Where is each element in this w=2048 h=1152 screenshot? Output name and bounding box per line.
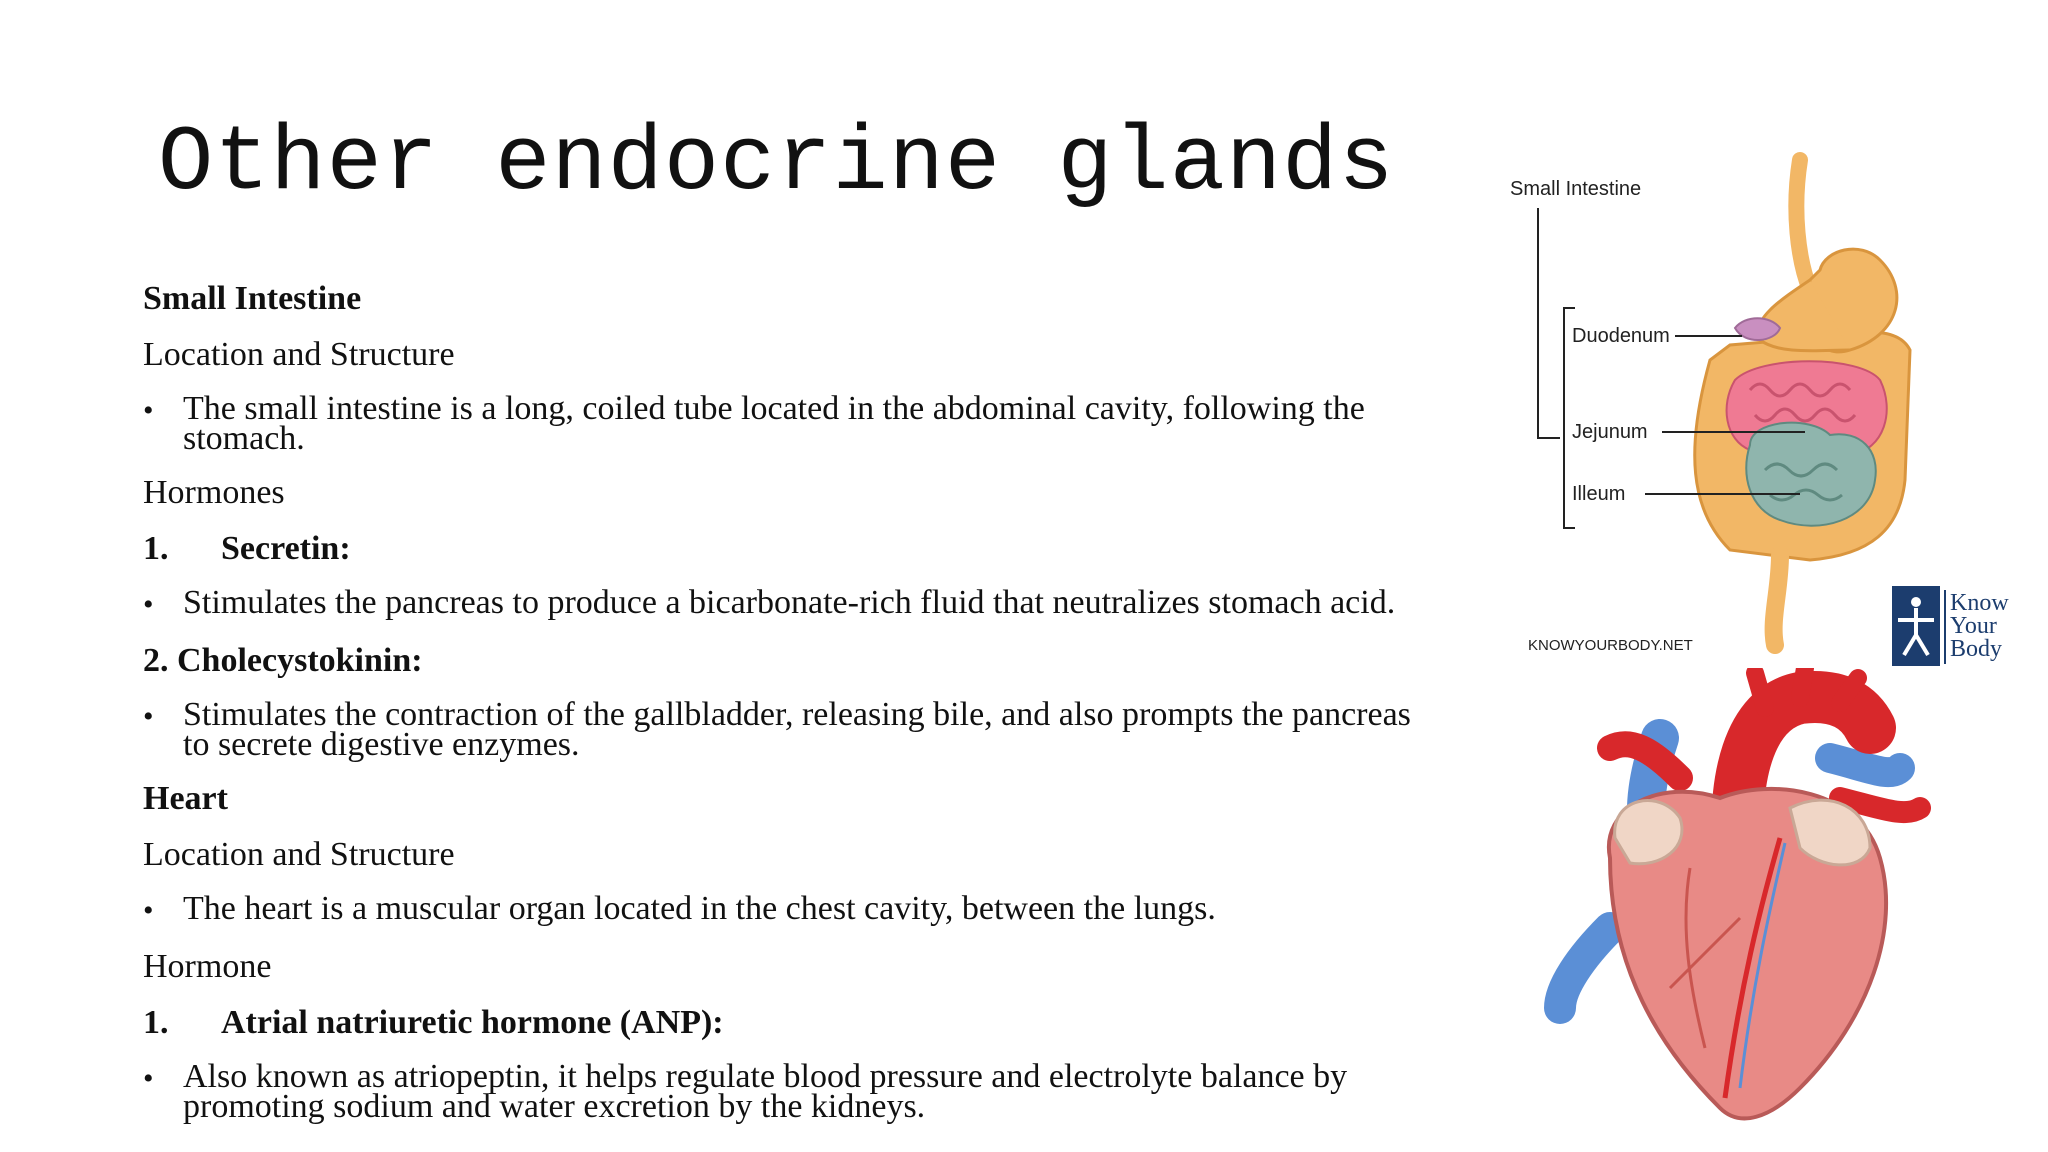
hormone-name: Secretin:	[221, 530, 351, 567]
hormone-cholecystokinin: 2. Cholecystokinin:	[143, 642, 423, 679]
bullet-dot: •	[143, 700, 154, 733]
logo-figure-head	[1911, 597, 1921, 607]
bullet-text: Also known as atriopeptin, it helps regulate blood pressure and electrolyte balance by promoting sodium and water excretion by the kidneys.	[183, 1058, 1348, 1125]
location-label: Location and Structure	[143, 836, 455, 873]
bullet-text: Stimulates the pancreas to produce a bicarbonate-rich fluid that neutralizes stomach acid.	[183, 584, 1396, 621]
location-label: Location and Structure	[143, 336, 455, 373]
label-duodenum: Duodenum	[1572, 325, 1670, 347]
figure-credit: KNOWYOURBODY.NET	[1528, 637, 1693, 654]
label-jejunum: Jejunum	[1572, 421, 1648, 443]
slide-body	[143, 282, 1413, 1144]
bullet-item	[143, 890, 1413, 928]
bullet-dot: •	[143, 1062, 154, 1095]
numbered-hormone-anp	[143, 1006, 1413, 1040]
bullet-item	[143, 390, 1413, 457]
hormone-name: Atrial natriuretic hormone (ANP):	[221, 1004, 724, 1041]
bullet-text: Stimulates the contraction of the gallbladder, releasing bile, and also prompts the pancreas to secrete digestive enzymes.	[183, 696, 1411, 763]
logo-text-line: Know	[1950, 590, 2009, 616]
bracket-line	[1538, 208, 1560, 438]
bullet-item	[143, 696, 1413, 763]
list-number: 1.	[143, 530, 169, 567]
section-heading-heart: Heart	[143, 780, 228, 817]
bullet-dot: •	[143, 394, 154, 427]
know-your-body-logo	[1892, 586, 2009, 666]
pulmonary-vein-shape	[1830, 758, 1900, 772]
ileum-shape	[1746, 423, 1876, 526]
bullet-text: The heart is a muscular organ located in the chest cavity, between the lungs.	[183, 890, 1216, 927]
bullet-dot: •	[143, 588, 154, 621]
bullet-dot: •	[143, 894, 154, 927]
bullet-item	[143, 1058, 1413, 1125]
figure-title: Small Intestine	[1510, 178, 1642, 200]
esophagus-shape	[1796, 160, 1810, 290]
slide-title: Other endocrine glands	[158, 111, 1395, 216]
numbered-hormone-secretin	[143, 532, 1413, 566]
list-number: 1.	[143, 1004, 169, 1041]
logo-text-line: Body	[1950, 636, 2003, 662]
small-intestine-illustration	[1480, 150, 2040, 670]
heart-illustration	[1540, 668, 1960, 1138]
bullet-item	[143, 584, 1413, 622]
inferior-vein-shape	[1560, 928, 1610, 1008]
logo-text-line: Your	[1950, 613, 1997, 639]
bullet-text: The small intestine is a long, coiled tube located in the abdominal cavity, following the stomach.	[183, 390, 1365, 457]
rectum-shape	[1774, 555, 1780, 645]
hormone-label: Hormone	[143, 948, 272, 985]
label-ileum: Illeum	[1572, 483, 1626, 505]
section-heading-small-intestine: Small Intestine	[143, 280, 362, 317]
hormones-label: Hormones	[143, 474, 285, 511]
